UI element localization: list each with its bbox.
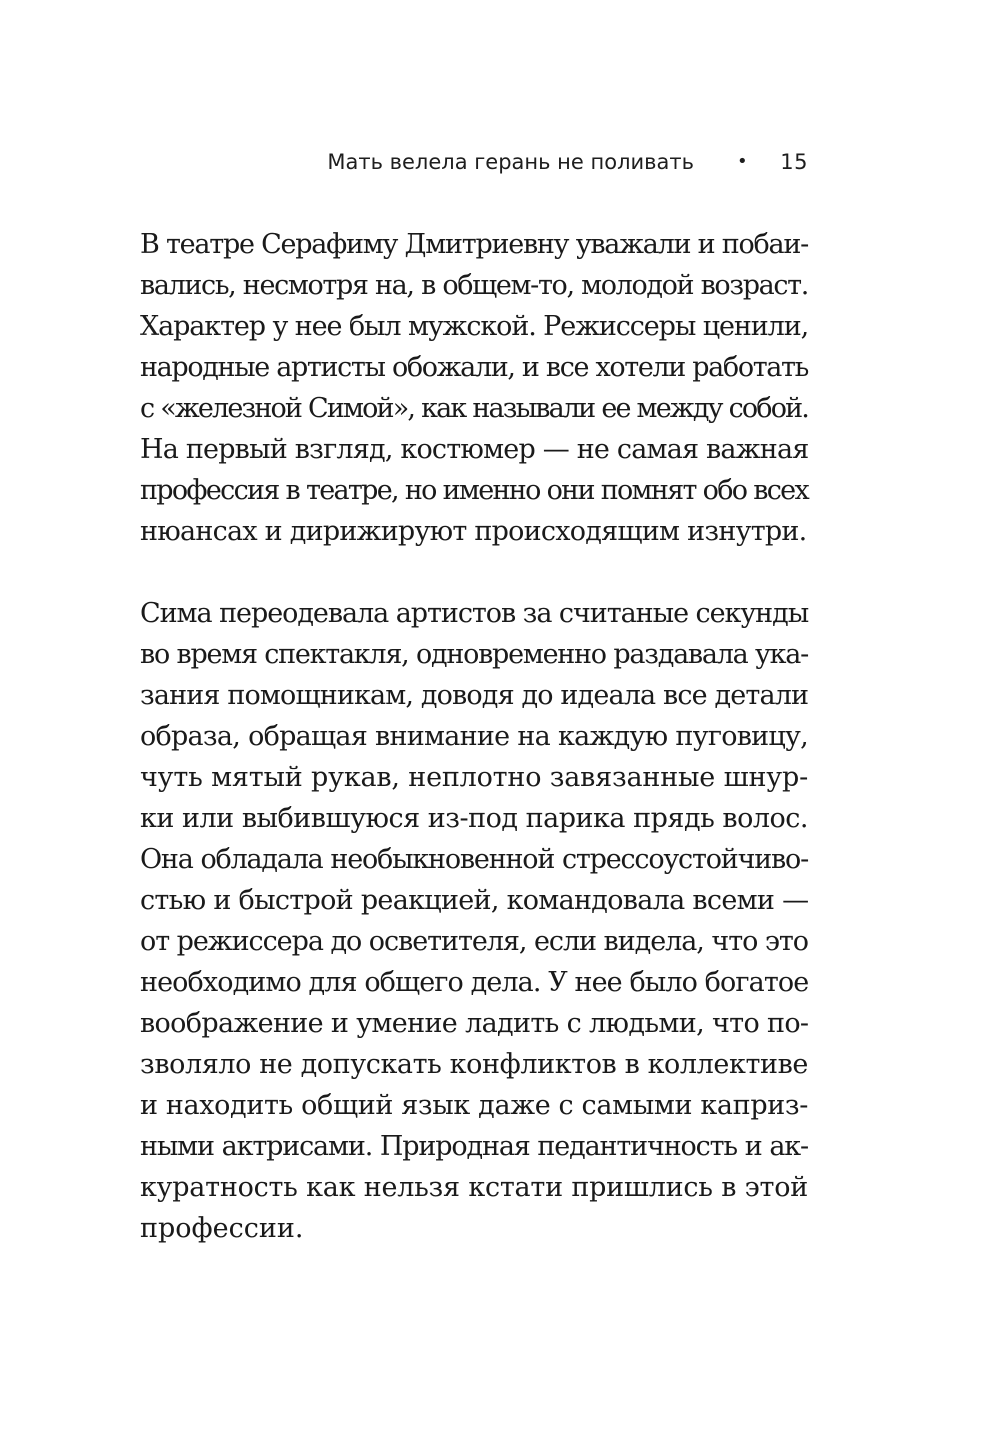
text-line: во время спектакля, одновременно раздавала ука- [140,639,808,670]
text-line: народные артисты обожали, и все хотели работать [140,352,808,383]
text-line: с «железной Симой», как называли ее между собой. [140,393,808,424]
text-line: профессии. [140,1213,304,1244]
text-line: от режиссера до осветителя, если видела, что это [140,926,808,957]
text-line: зания помощникам, доводя до идеала все детали [140,680,809,711]
text-line: необходимо для общего дела. У нее было богатое [140,967,809,998]
text-line: куратность как нельзя кстати пришлись в этой [140,1172,808,1203]
paragraph [140,224,808,552]
text-line: ки или выбившуюся из-под парика прядь волос. [140,803,808,834]
running-header [140,144,808,180]
body-text [140,224,808,1249]
text-line: В театре Серафиму Дмитриевну уважали и побаи- [140,229,808,260]
text-line: ными актрисами. Природная педантичность и ак- [140,1131,808,1162]
text-line: нюансах и дирижируют происходящим изнутри. [140,516,807,547]
text-line: профессия в театре, но именно они помнят обо всех [140,475,808,506]
text-line: Характер у нее был мужской. Режиссеры ценили, [140,311,809,342]
text-line: зволяло не допускать конфликтов в коллективе [140,1049,808,1080]
paragraph-spacer [140,552,808,593]
page-number: 15 [780,150,808,174]
text-line: и находить общий язык даже с самыми каприз- [140,1090,809,1121]
chapter-title: Мать велела герань не поливать [327,150,694,174]
text-line: образа, обращая внимание на каждую пуговицу, [140,721,808,752]
text-line: Сима переодевала артистов за считаные секунды [140,598,809,629]
header-separator: • [737,151,748,172]
paragraph [140,593,808,1249]
text-line: На первый взгляд, костюмер — не самая важная [140,434,809,465]
text-line: Она обладала необыкновенной стрессоустойчиво- [140,844,808,875]
text-line: стью и быстрой реакцией, командовала всеми — [140,885,809,916]
text-line: вались, несмотря на, в общем-то, молодой возраст. [140,270,808,301]
text-line: воображение и умение ладить с людьми, что по- [140,1008,809,1039]
text-line: чуть мятый рукав, неплотно завязанные шнур- [140,762,808,793]
